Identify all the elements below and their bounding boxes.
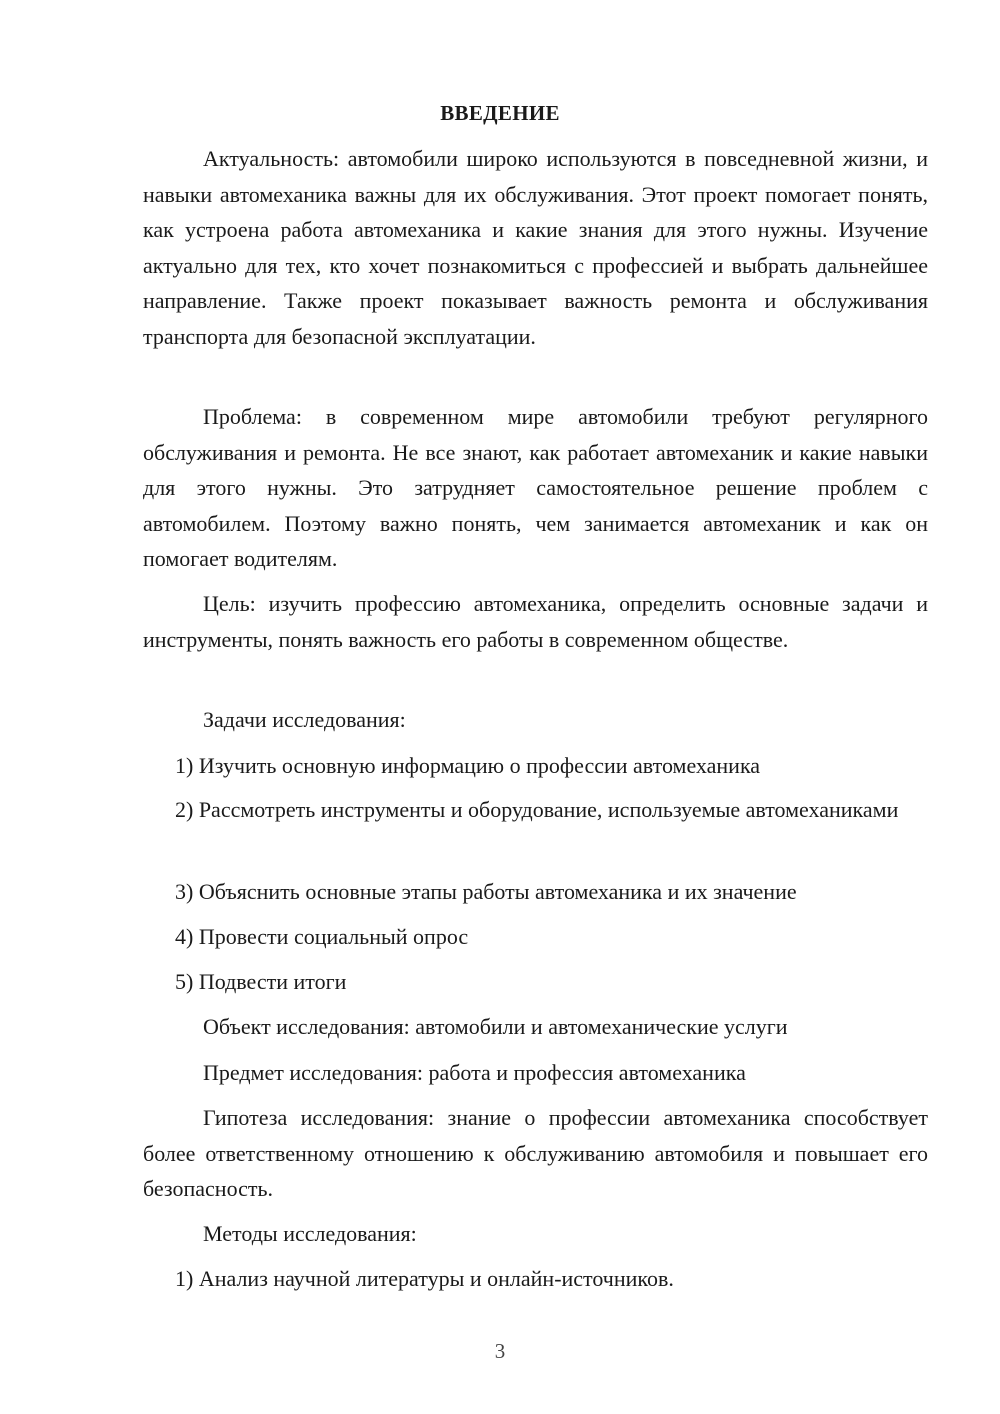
task-item-4: 4) Провести социальный опрос [175, 924, 469, 949]
relevance-paragraph: Актуальность: автомобили широко используются в повседневной жизни, и навыки автомеханика важны для их обслуживания. Этот проект помогает понять, как устроена работа автомеханика и какие знания для этого нужны. Изучение актуально для тех, кто хочет познакомиться с профессией и выбрать дальнейшее направление. Также проект показывает важность ремонта и обслуживания транспорта для безопасной эксплуатации. [143, 146, 928, 349]
problem-paragraph: Проблема: в современном мире автомобили требуют регулярного обслуживания и ремонта. Не все знают, как работает автомеханик и какие навыки для этого нужны. Это затрудняет самостоятельное решение проблем с автомобилем. Поэтому важно понять, чем занимается автомеханик и как он помогает водителям. [143, 404, 928, 571]
page-number: 3 [494, 1339, 506, 1363]
method-item-1: 1) Анализ научной литературы и онлайн-источников. [175, 1266, 674, 1291]
task-item-5: 5) Подвести итоги [175, 969, 347, 994]
object-paragraph: Объект исследования: автомобили и автомеханические услуги [203, 1014, 788, 1039]
task-item-1: 1) Изучить основную информацию о профессии автомеханика [175, 753, 761, 778]
hypothesis-paragraph: Гипотеза исследования: знание о профессии автомеханика способствует более ответственному отношению к обслуживанию автомобиля и повышает его безопасность. [143, 1105, 928, 1201]
subject-paragraph: Предмет исследования: работа и профессия автомеханика [203, 1060, 746, 1085]
page-title: ВВЕДЕНИЕ [440, 101, 560, 125]
tasks-heading: Задачи исследования: [203, 707, 406, 732]
task-item-2: 2) Рассмотреть инструменты и оборудование, используемые автомеханиками [175, 797, 899, 822]
methods-heading: Методы исследования: [203, 1221, 417, 1246]
goal-paragraph: Цель: изучить профессию автомеханика, определить основные задачи и инструменты, понять важность его работы в современном обществе. [143, 591, 928, 652]
task-item-3: 3) Объяснить основные этапы работы автомеханика и их значение [175, 879, 797, 904]
